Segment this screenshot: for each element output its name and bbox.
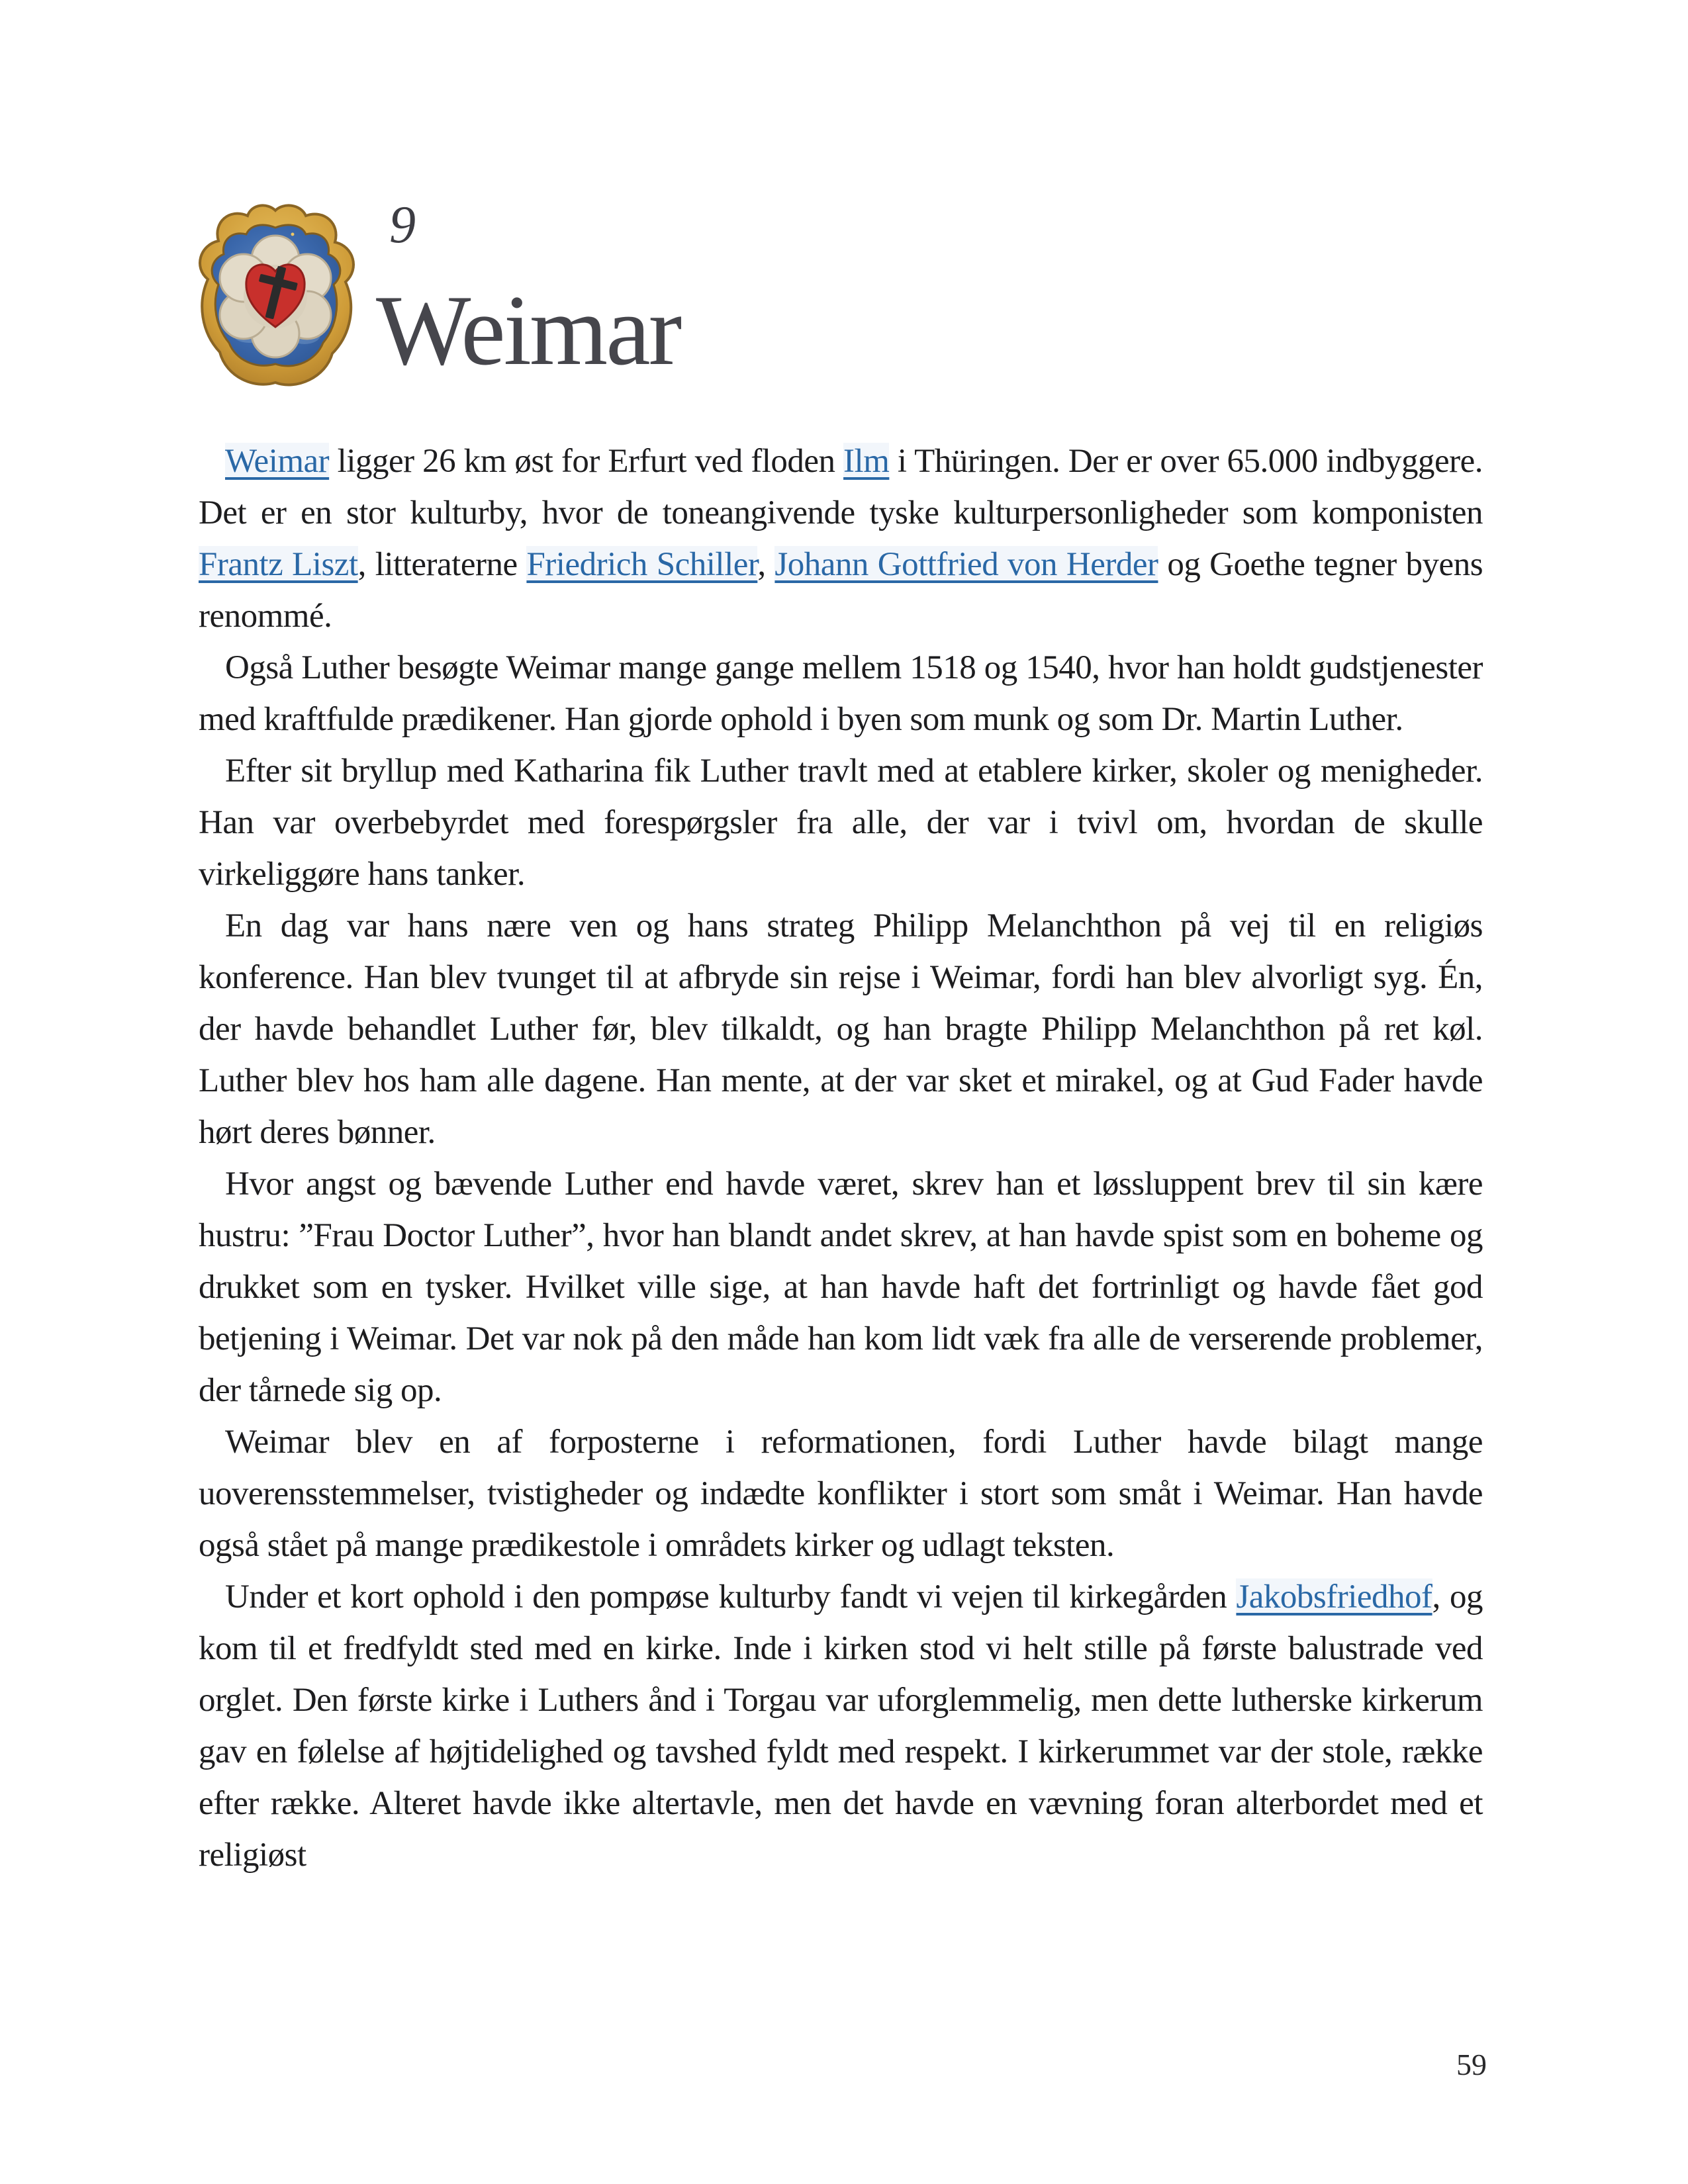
text-run: i Thüringen. Der er over 65.000 indbyggere. Det er en stor kulturby, hvor de toneangivende tyske kulturpersonligheder som komponisten <box>199 443 1483 531</box>
link-friedrich-schiller[interactable]: Friedrich Schiller <box>526 546 758 583</box>
paragraph <box>199 745 1483 900</box>
paragraph <box>199 642 1483 745</box>
body-text <box>199 435 1483 1881</box>
text-run: , og kom til et fredfyldt sted med en kirke. Inde i kirken stod vi helt stille på første balustrade ved orglet. Den første kirke i Luthers ånd i Torgau var uforglemmelig, men dette lutherske kirkerum gav en følelse af højtidelighed og tavshed fyldt med respekt. I kirkerummet var der stole, række efter række. Alteret havde ikke altertavle, men det havde en vævning foran alterbordet med et religiøst <box>199 1578 1483 1874</box>
text-run: , <box>757 546 775 583</box>
page-number: 59 <box>1456 2048 1487 2081</box>
text-run: ligger 26 km øst for Erfurt ved floden <box>329 443 844 480</box>
link-ilm[interactable]: Ilm <box>843 443 890 480</box>
paragraph <box>199 1416 1483 1571</box>
text-run: Hvor angst og bævende Luther end havde været, skrev han et løssluppent brev til sin kære hustru: ”Frau Doctor Luther”, hvor han blandt andet skrev, at han havde spist som en boheme og drukket som en tysker. Hvilket ville sige, at han havde haft det fortrinligt og havde fået god betjening i Weimar. Det var nok på den måde han kom lidt væk fra alle de verserende problemer, der tårnede sig op. <box>199 1165 1483 1409</box>
link-frantz-liszt[interactable]: Frantz Liszt <box>199 546 358 583</box>
text-run: Efter sit bryllup med Katharina fik Luther travlt med at etablere kirker, skoler og menigheder. Han var overbebyrdet med forespørgsler fra alle, der var i tvivl om, hvordan de skulle virkeliggøre hans tanker. <box>199 752 1483 893</box>
paragraph <box>199 900 1483 1158</box>
text-run: , litteraterne <box>357 546 527 583</box>
crest-gold-speck <box>291 233 295 236</box>
link-weimar[interactable]: Weimar <box>225 443 330 480</box>
page-title: Weimar <box>376 275 680 386</box>
link-jakobsfriedhof[interactable]: Jakobsfriedhof <box>1236 1578 1432 1615</box>
chapter-number: 9 <box>389 196 416 254</box>
weimar-crest-image <box>185 193 365 390</box>
text-run: Også Luther besøgte Weimar mange gange mellem 1518 og 1540, hvor han holdt gudstjenester med kraftfulde prædikener. Han gjorde ophold i byen som munk og som Dr. Martin Luther. <box>199 649 1483 738</box>
text-run: Weimar blev en af forposterne i reformationen, fordi Luther havde bilagt mange uoverensstemmelser, tvistigheder og indædte konflikter i stort som småt i Weimar. Han havde også stået på mange prædikestole i områdets kirker og udlagt teksten. <box>199 1424 1483 1564</box>
link-johann-gottfried-von-herder[interactable]: Johann Gottfried von Herder <box>774 546 1158 583</box>
paragraph <box>199 1158 1483 1416</box>
text-run: og Goethe tegner byens renommé. <box>199 546 1483 635</box>
text-run: En dag var hans nære ven og hans strateg Philipp Melanchthon på vej til en religiøs konference. Han blev tvunget til at afbryde sin rejse i Weimar, fordi han blev alvorligt syg. Én, der havde behandlet Luther før, blev tilkaldt, og han bragte Philipp Melanchthon på ret køl. Luther blev hos ham alle dagene. Han mente, at der var sket et mirakel, og at Gud Fader havde hørt deres bønner. <box>199 907 1483 1151</box>
paragraph <box>199 435 1483 642</box>
text-run: Under et kort ophold i den pompøse kulturby fandt vi vejen til kirkegården <box>225 1578 1237 1615</box>
paragraph <box>199 1571 1483 1881</box>
